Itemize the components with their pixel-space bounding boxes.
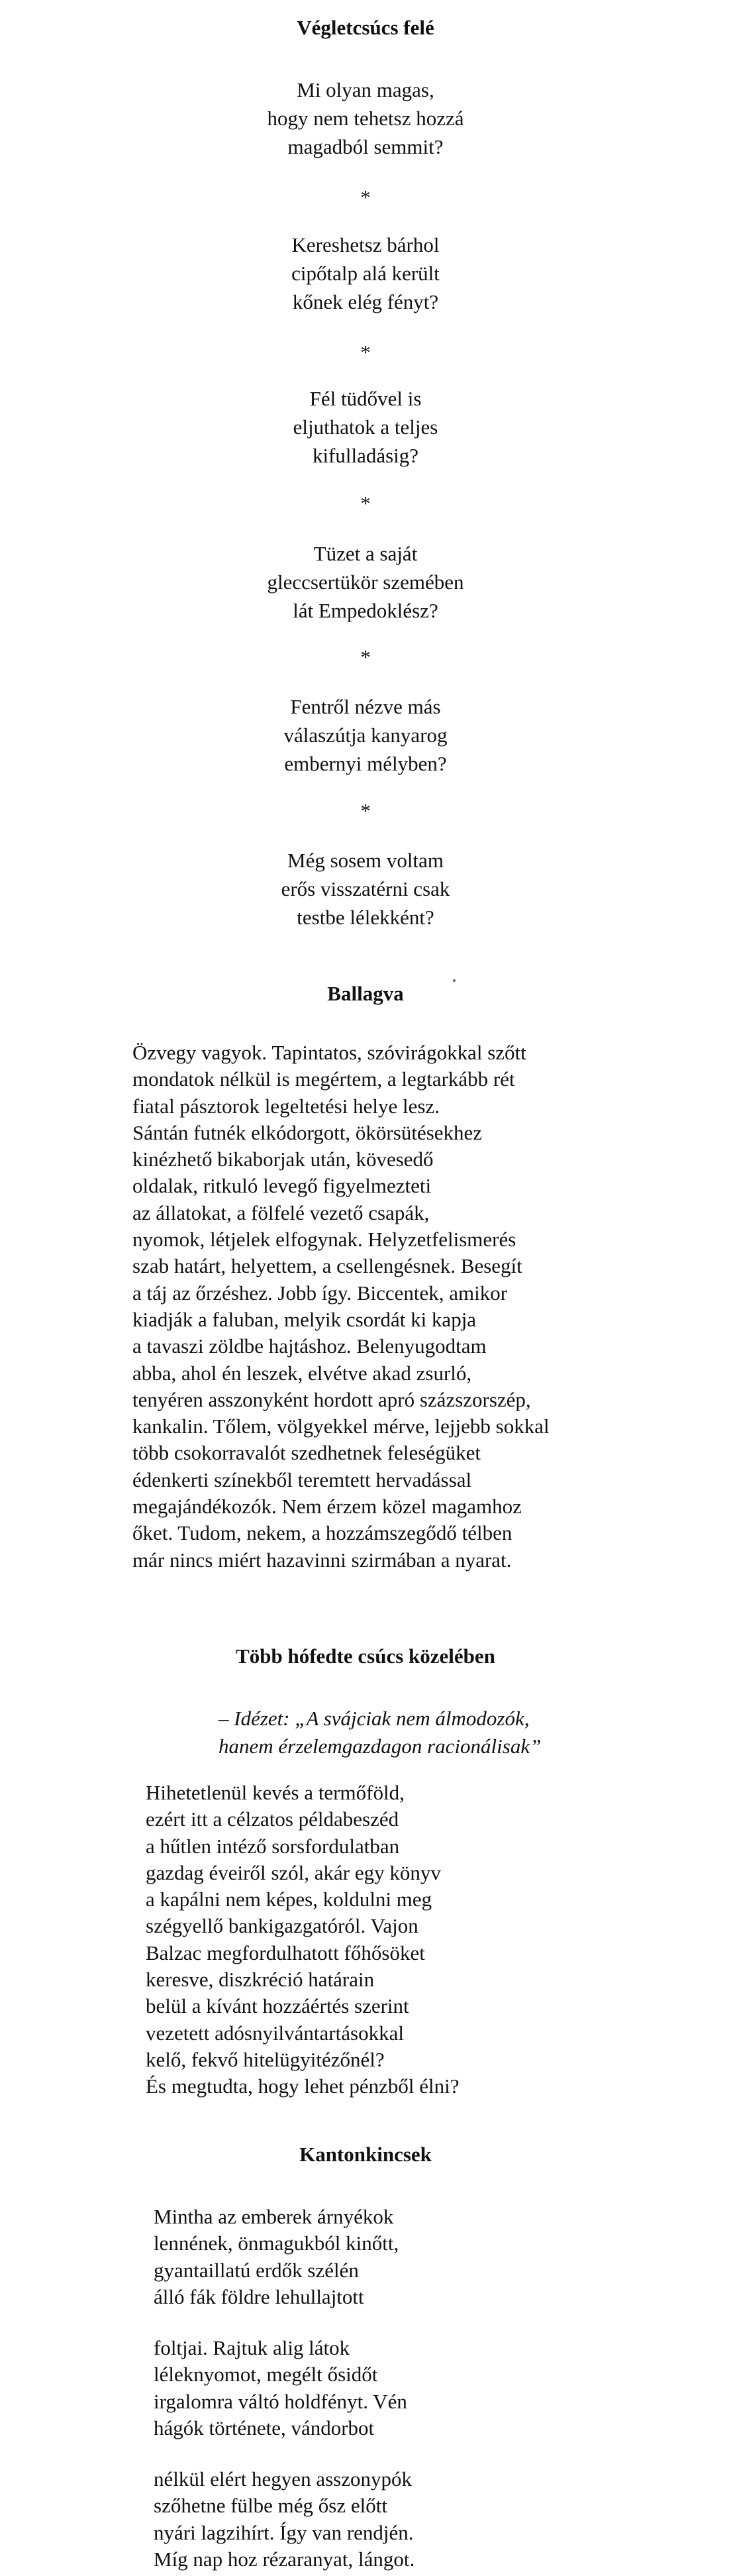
poem-text-tobb-hofedte-csucs: Hihetetlenül kevés a termőföld, ezért itt a célzatos példabeszéd a hűtlen intéző sorsfordulatban gazdag éveiről szól, akár egy könyv a kapálni nem képes, koldulni meg szégyellő bankigazgatóról. Vajon Balzac megfordulhatott főhősöket keresve, diszkréció határain belül a kívánt hozzáértés szerint vezetett adósnyilvántartásokkal kelő, fekvő hitelügyitézőnél? És megtudta, hogy lehet pénzből élni? <box>146 1781 460 2098</box>
stanza: Fentről nézve más válaszútja kanyarog embernyi mélyben? <box>283 695 448 775</box>
poem-title-ballagva: Ballagva <box>327 982 404 1005</box>
stanza: Mintha az emberek árnyékok lennének, önmagukból kinőtt, gyantaillatú erdők szélén álló fák földre lehullajtott <box>154 2205 399 2308</box>
stanza: Tüzet a saját gleccsertükör szemében lát Empedoklész? <box>267 542 464 622</box>
stanza-separator: * <box>360 186 371 209</box>
stanza: Kereshetsz bárhol cipőtalp alá került kőnek elég fényt? <box>291 233 440 313</box>
stanza-separator: * <box>360 492 371 515</box>
stanza-separator: * <box>360 799 371 822</box>
stanza: Még sosem voltam erős visszatérni csak testbe lélekként? <box>281 849 450 929</box>
stanza-separator: * <box>360 645 371 669</box>
stanza: foltjai. Rajtuk alig látok léleknyomot, megélt ősidőt irgalomra váltó holdfényt. Vén hágók története, vándorbot <box>154 2336 407 2440</box>
poem-title-kantonkincsek: Kantonkincsek <box>299 2143 432 2166</box>
prose-poem-ballagva: Özvegy vagyok. Tapintatos, szóvirágokkal szőtt mondatok nélkül is megértem, a legtarkább rét fiatal pásztorok legeltetési helye lesz. Sántán futnék elkódorgott, ökörsütésekhez kinézhető bikaborjak után, kövesedő oldalak, ritkuló levegő figyelmezteti az állatokat, a fölfelé vezető csapák, nyomok, létjelek elfogynak. Helyzetfelismerés szab határt, helyettem, a csellengésnek. Besegít a táj az őrzéshez. Jobb így. Biccentek, amikor kiadják a faluban, melyik csordát ki kapja a tavaszi zöldbe hajtáshoz. Belenyugodtam abba, ahol én leszek, elvétve akad zsurló, tenyéren asszonyként hordott apró százszorszép, kankalin. Tőlem, völgyekkel mérve, lejjebb sokkal több csokorravalót szedhetnek feleségüket édenkerti színekből teremtett hervadással megajándékozók. Nem érzem közel magamhoz őket. Tudom, nekem, a hozzámszegődő télben már nincs miért hazavinni szirmában a nyarat. <box>132 1041 550 1572</box>
stanza: Fél tüdővel is eljuthatok a teljes kifulladásig? <box>293 387 438 467</box>
stanza: nélkül elért hegyen asszonypók szőhetne fülbe még ősz előtt nyári lagzihírt. Így van rendjén. Míg nap hoz rézaranyat, lángot. <box>154 2467 415 2571</box>
poem-title-tobb-hofedte-csucs: Több hófedte csúcs közelében <box>236 1644 495 1668</box>
poem-title-vegletcsucs-fele: Végletcsúcs felé <box>297 16 434 39</box>
epigraph: – Idézet: „A svájciak nem álmodozók, hanem érzelemgazdagon racionálisak” <box>219 1707 542 1758</box>
stanza-separator: * <box>360 341 371 364</box>
stanza: Mi olyan magas, hogy nem tehetsz hozzá magadból semmit? <box>267 78 464 158</box>
scan-speck <box>453 979 456 982</box>
